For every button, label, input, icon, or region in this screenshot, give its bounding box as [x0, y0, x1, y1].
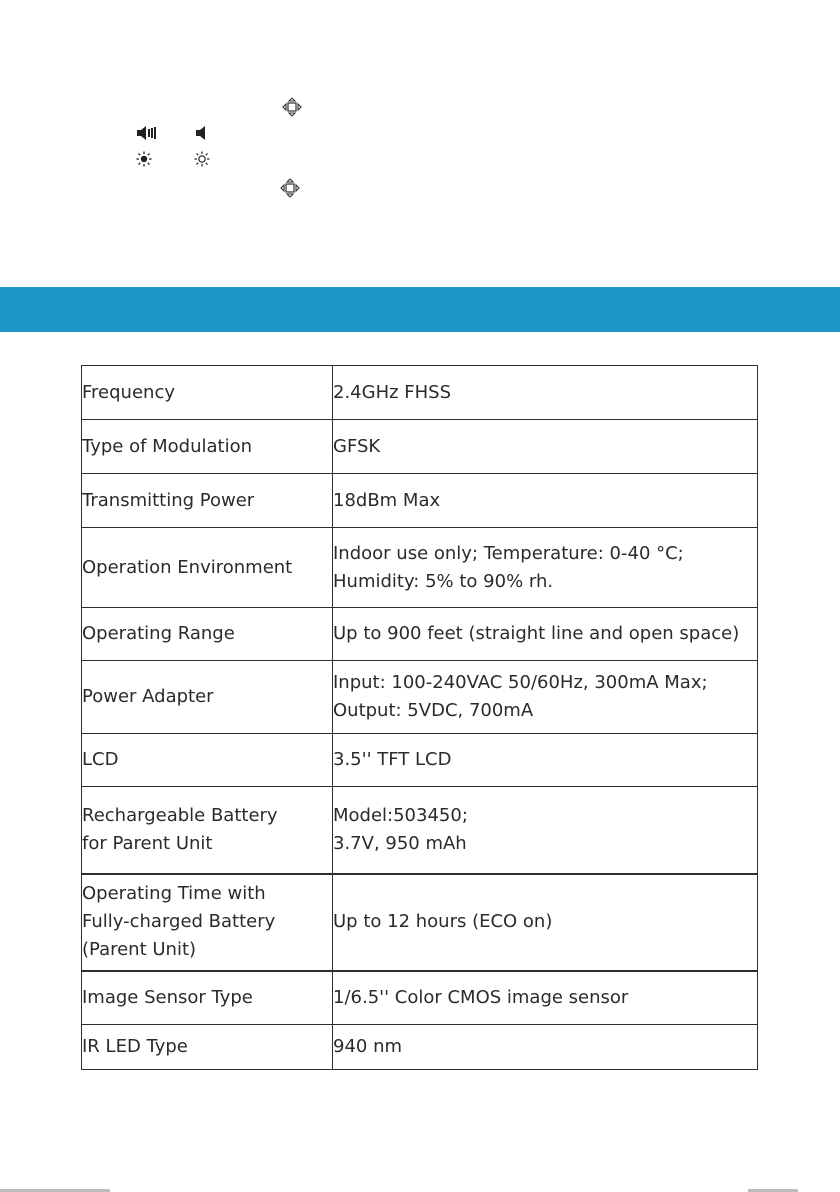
spec-value: Up to 12 hours (ECO on) [333, 874, 758, 971]
spec-label: LCD [82, 734, 333, 787]
spec-label: Operation Environment [82, 528, 333, 608]
table-row [82, 528, 758, 608]
spec-label: Frequency [82, 366, 333, 420]
spec-label: Power Adapter [82, 661, 333, 734]
spec-value: 1/6.5'' Color CMOS image sensor [333, 971, 758, 1025]
spec-value: GFSK [333, 420, 758, 474]
brightness-down-icon [194, 151, 210, 167]
table-row [82, 787, 758, 874]
spec-label: Type of Modulation [82, 420, 333, 474]
table-row [82, 661, 758, 734]
spec-label: Image Sensor Type [82, 971, 333, 1025]
spec-label: Transmitting Power [82, 474, 333, 528]
table-row [82, 874, 758, 971]
specifications-table [81, 365, 758, 1070]
spec-value: 2.4GHz FHSS [333, 366, 758, 420]
spec-value: Indoor use only; Temperature: 0-40 °C; Humidity: 5% to 90% rh. [333, 528, 758, 608]
spec-value: Input: 100-240VAC 50/60Hz, 300mA Max; Output: 5VDC, 700mA [333, 661, 758, 734]
spec-value: Up to 900 feet (straight line and open space) [333, 608, 758, 661]
volume-down-icon [195, 126, 207, 140]
spec-value: Model:503450; 3.7V, 950 mAh [333, 787, 758, 874]
spec-label: Rechargeable Battery for Parent Unit [82, 787, 333, 874]
spec-label: Operating Time with Fully-charged Battery (Parent Unit) [82, 874, 333, 971]
spec-label: IR LED Type [82, 1025, 333, 1070]
table-row [82, 366, 758, 420]
directional-pad-icon [278, 177, 302, 199]
table-row [82, 420, 758, 474]
directional-pad-icon [280, 96, 304, 118]
spec-value: 3.5'' TFT LCD [333, 734, 758, 787]
table-row [82, 971, 758, 1025]
spec-value: 18dBm Max [333, 474, 758, 528]
table-row [82, 734, 758, 787]
table-row [82, 474, 758, 528]
volume-up-icon [136, 126, 158, 140]
spec-label: Operating Range [82, 608, 333, 661]
section-header-band [0, 287, 840, 332]
table-row [82, 1025, 758, 1070]
spec-value: 940 nm [333, 1025, 758, 1070]
brightness-up-icon [136, 151, 152, 167]
table-row [82, 608, 758, 661]
